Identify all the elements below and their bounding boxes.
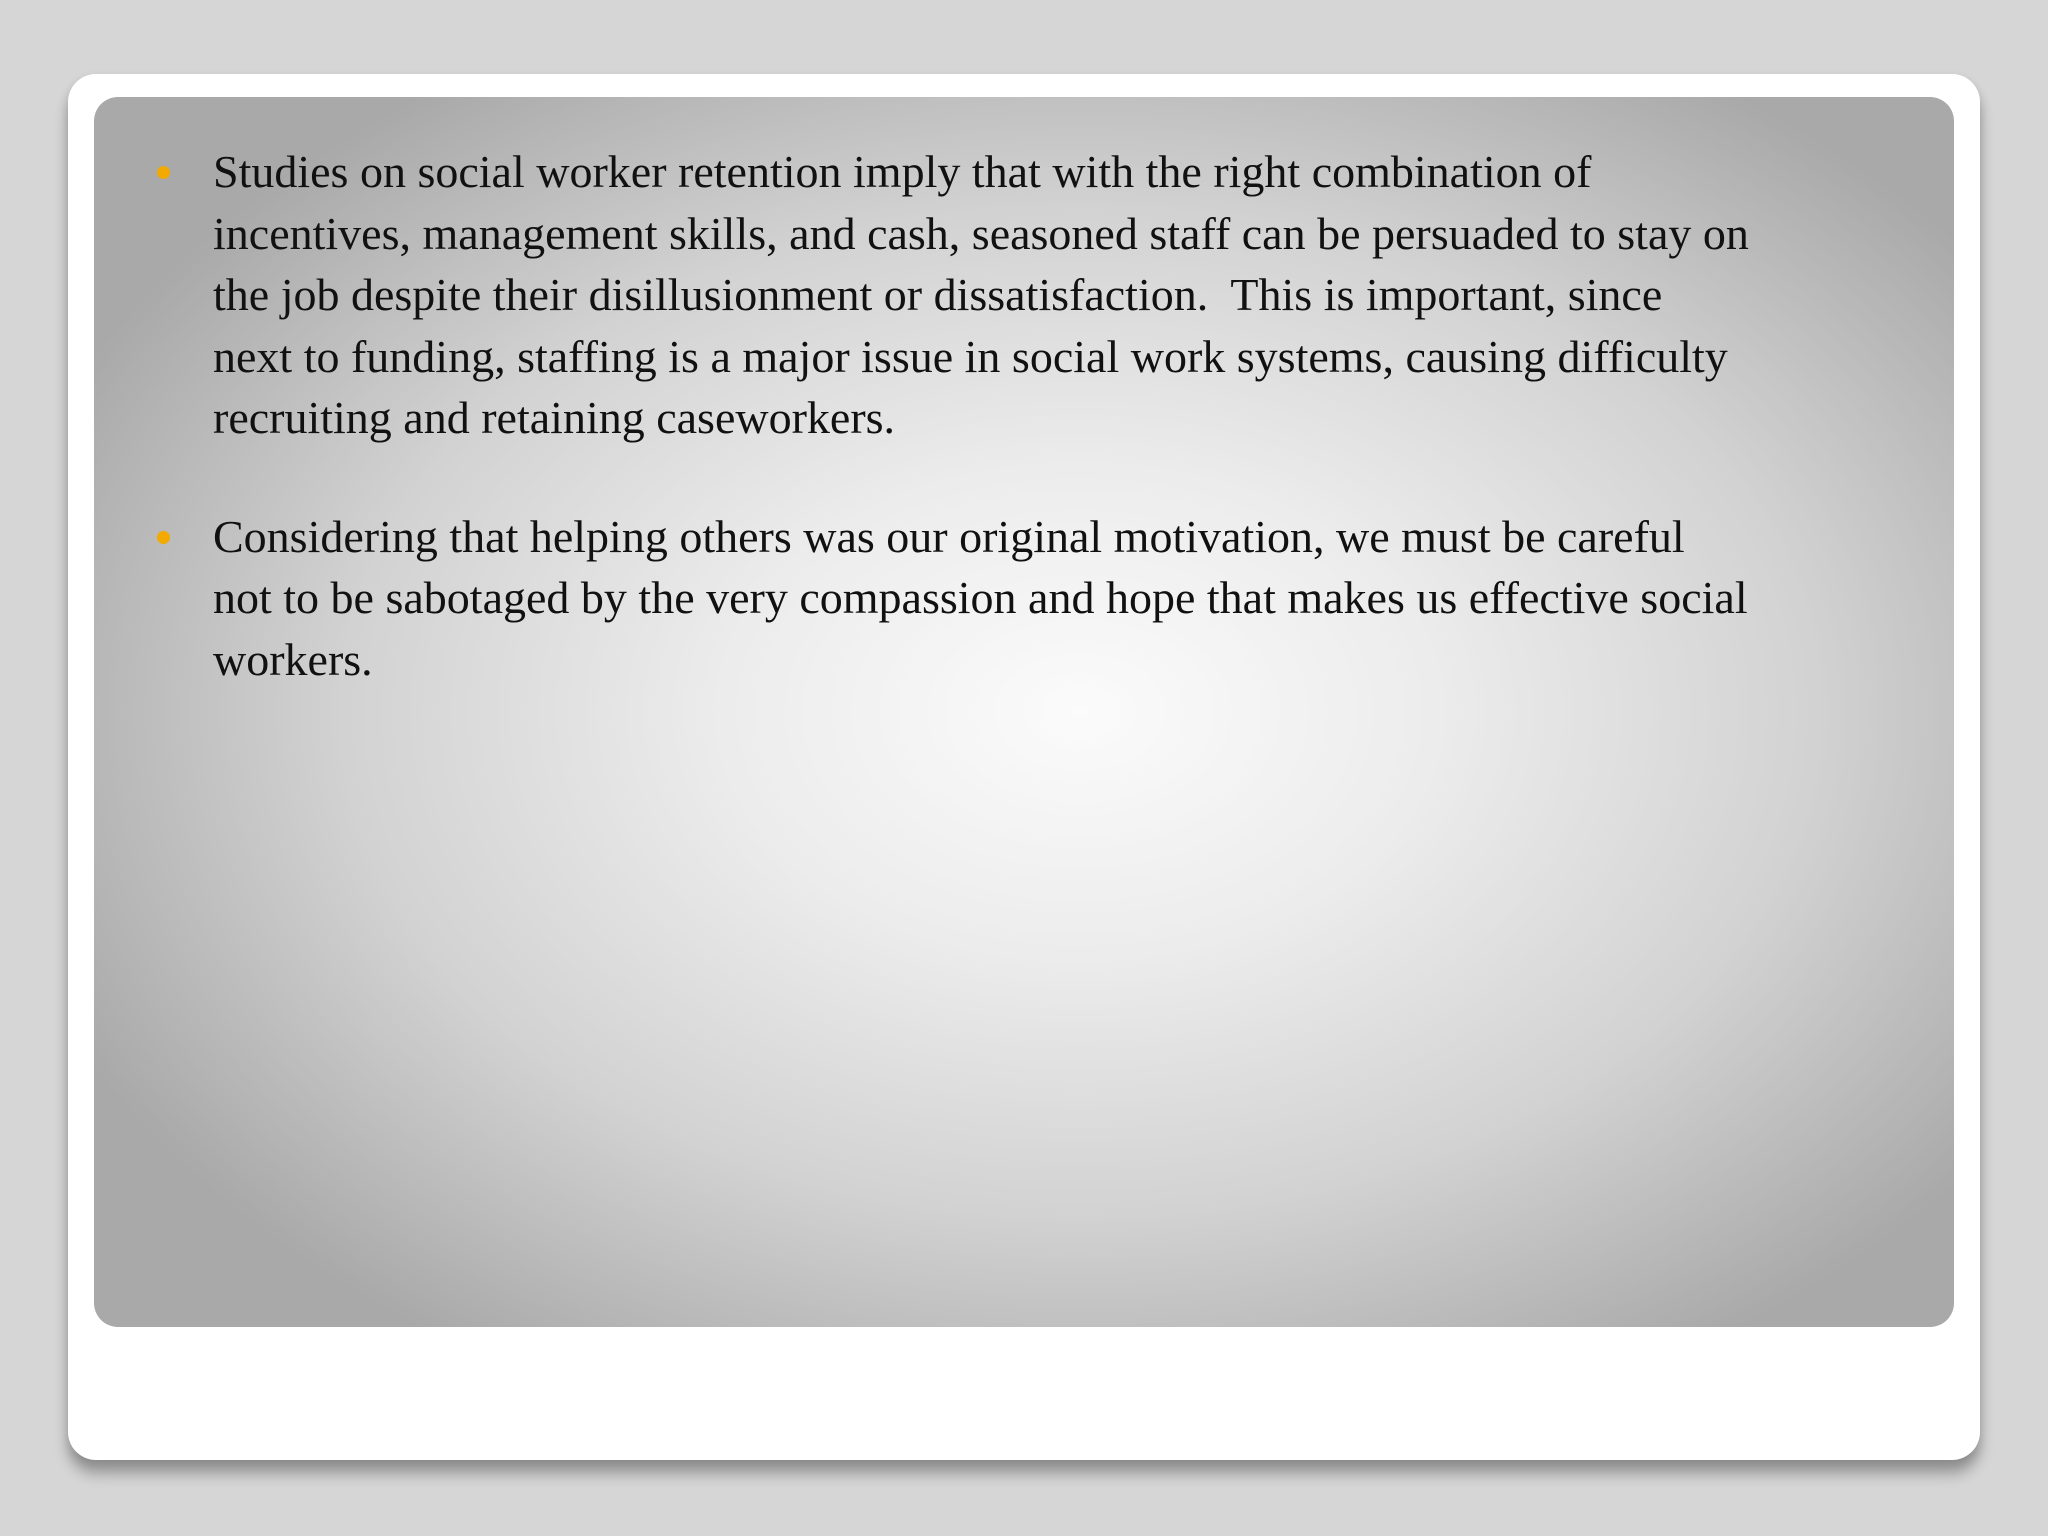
bullet-item-1 [94,141,1954,449]
bullet-line: next to funding, staffing is a major issue in social work systems, causing difficulty [213,330,1728,382]
bullet-line: not to be sabotaged by the very compassion and hope that makes us effective social [213,572,1748,623]
bullet-line: the job despite their disillusionment or dissatisfaction. This is important, since [213,269,1663,320]
bullet-list [94,141,1954,747]
bullet-item-2 [94,506,1954,691]
bullet-dot-icon [157,531,170,544]
bullet-line: workers. [213,633,373,685]
content-panel [94,97,1954,1327]
bullet-line: Considering that helping others was our original motivation, we must be careful [213,510,1685,562]
bullet-line: Studies on social worker retention imply that with the right combination of [213,146,1592,197]
bullet-dot-icon [157,166,170,179]
bullet-line: incentives, management skills, and cash, seasoned staff can be persuaded to stay on [213,207,1749,259]
bullet-line: recruiting and retaining caseworkers. [213,392,896,443]
